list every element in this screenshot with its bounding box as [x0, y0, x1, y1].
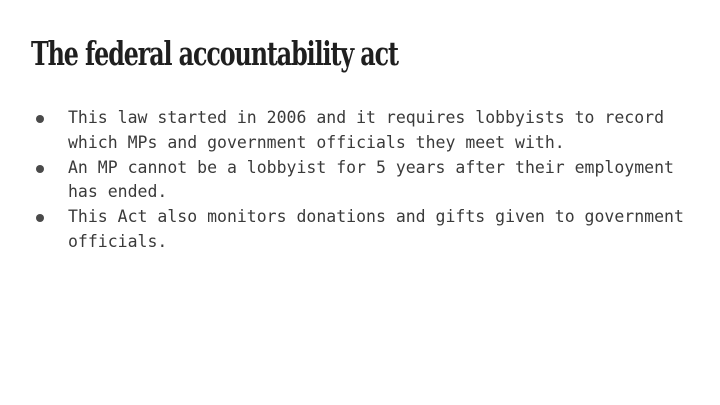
bullet-dot-icon	[36, 115, 44, 123]
bullet-dot-icon	[36, 165, 44, 173]
bullet-item	[36, 106, 706, 156]
bullet-text: An MP cannot be a lobbyist for 5 years after their employment has ended.	[68, 157, 674, 202]
bullet-text: This law started in 2006 and it requires lobbyists to record which MPs and government officials they meet with.	[68, 108, 665, 152]
bullet-item	[36, 156, 706, 206]
bullet-text: This Act also monitors donations and gifts given to government officials.	[68, 207, 684, 251]
slide-title: The federal accountability act	[31, 34, 398, 73]
bullet-item	[36, 205, 706, 255]
bullet-list	[36, 106, 706, 255]
bullet-dot-icon	[36, 214, 44, 222]
